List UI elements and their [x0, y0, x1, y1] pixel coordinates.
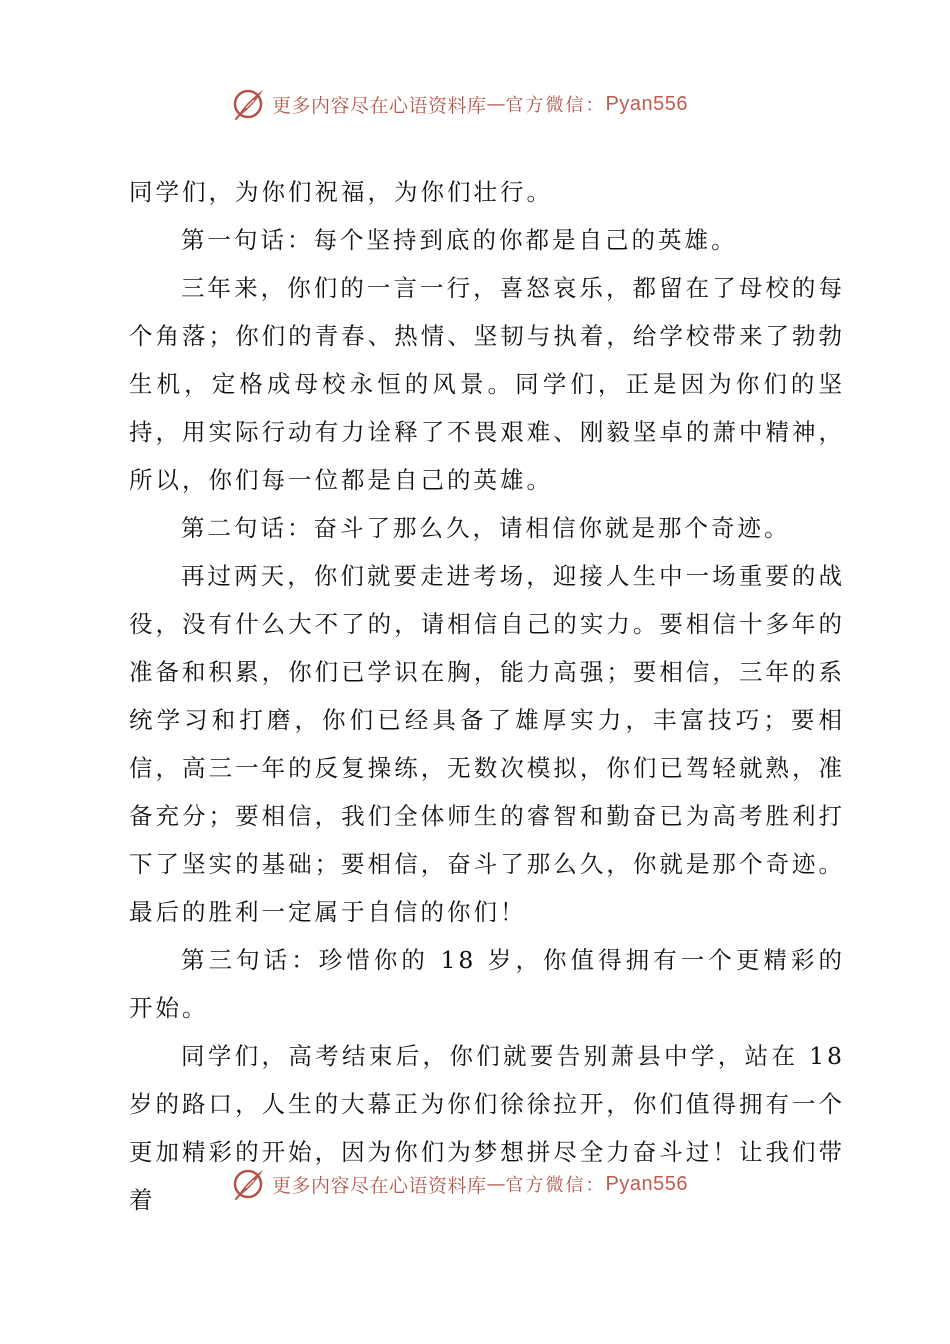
watermark-text: 更多内容尽在心语资料库: [272, 1174, 487, 1197]
watermark-text: 更多内容尽在心语资料库: [272, 94, 487, 117]
quill-pen-logo-icon: [230, 86, 266, 122]
paragraph-heading-3: 第三句话：珍惜你的 18 岁，你值得拥有一个更精彩的开始。: [129, 946, 845, 1022]
paragraph: 三年来，你们的一言一行，喜怒哀乐，都留在了母校的每个角落；你们的青春、热情、坚韧与执着，给学校带来了勃勃生机，定格成母校永恒的风景。同学们，正是因为你们的坚持，用实际行动有力诠释了不畏艰难、刚毅坚卓的萧中精神，所以，你们每一位都是自己的英雄。: [129, 274, 845, 494]
paragraph-heading-2: 第二句话：奋斗了那么久，请相信你就是那个奇迹。: [181, 514, 791, 542]
paragraph: 再过两天，你们就要走进考场，迎接人生中一场重要的战役，没有什么大不了的，请相信自己的实力。要相信十多年的准备和积累，你们已学识在胸，能力高强；要相信，三年的系统学习和打磨，你们已经具备了雄厚实力，丰富技巧；要相信，高三一年的反复操练，无数次模拟，你们已驾轻就熟，准备充分；要相信，我们全体师生的睿智和勤奋已为高考胜利打下了坚实的基础；要相信，奋斗了那么久，你就是那个奇迹。最后的胜利一定属于自信的你们！: [129, 562, 845, 926]
paragraph: 同学们，高考结束后，你们就要告别萧县中学，站在 18 岁的路口，人生的大幕正为你们徐徐拉开，你们值得拥有一个更加精彩的开始，因为你们为梦想拼尽全力奋斗过！让我们带着: [129, 1042, 845, 1214]
document-body: [129, 168, 845, 1224]
paragraph-heading-1: 第一句话：每个坚持到底的你都是自己的英雄。: [181, 226, 738, 254]
footer-watermark: [230, 1166, 688, 1202]
watermark-wechat-id: Pyan556: [605, 92, 688, 115]
watermark-official-label: 官方微信：: [505, 95, 606, 116]
watermark-wechat-id: Pyan556: [605, 1172, 688, 1195]
quill-pen-logo-icon: [230, 1166, 266, 1202]
watermark-official-label: 官方微信：: [505, 1175, 606, 1196]
header-watermark: [230, 86, 688, 122]
paragraph: 同学们，为你们祝福，为你们壮行。: [129, 178, 553, 206]
watermark-separator: —: [486, 1173, 506, 1195]
watermark-separator: —: [486, 93, 506, 115]
